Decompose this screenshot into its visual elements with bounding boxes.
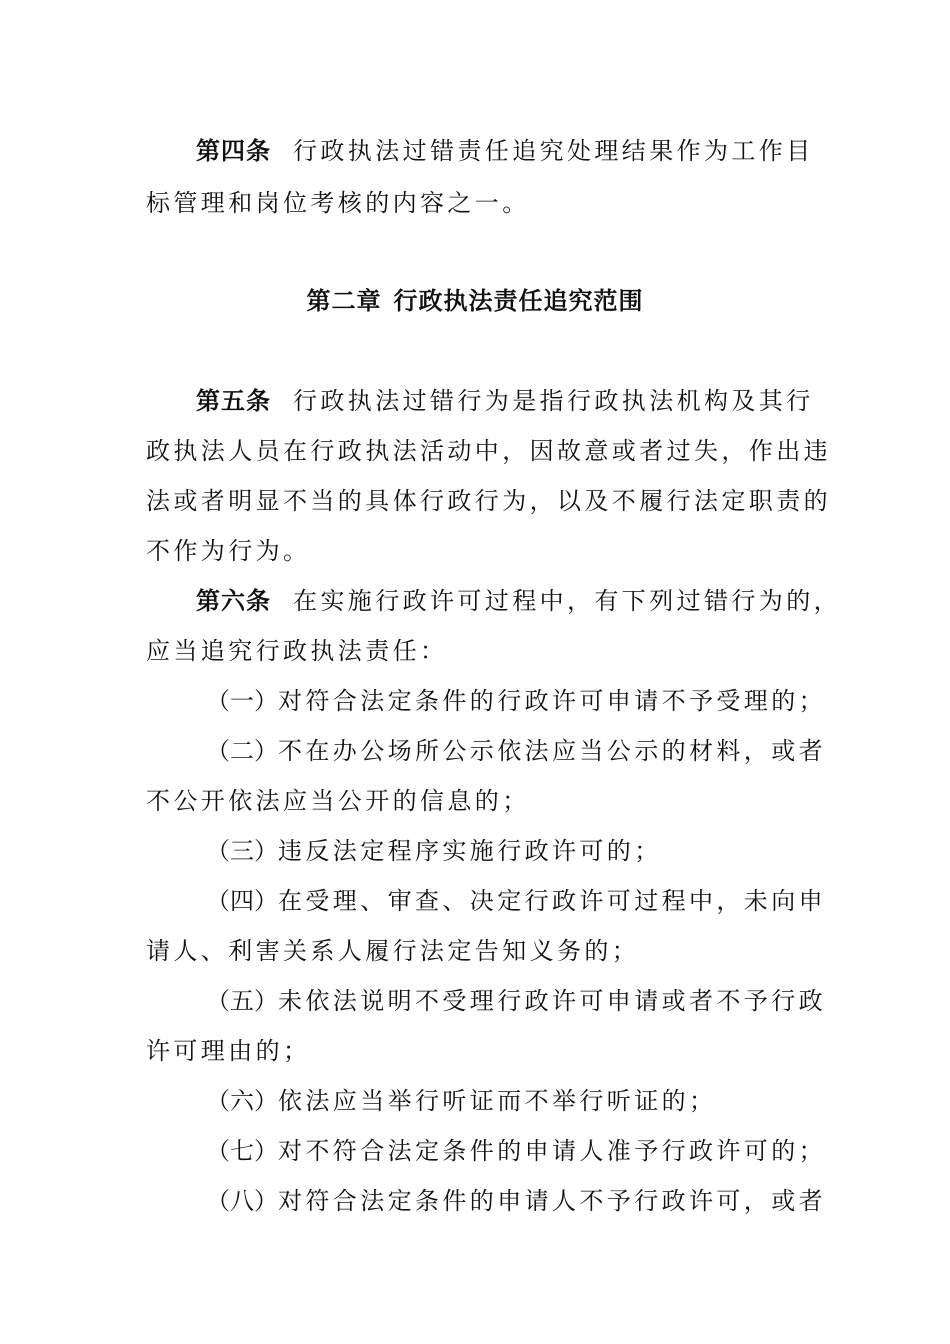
item-text: 对不符合法定条件的申请人准予行政许可的； bbox=[278, 1137, 826, 1165]
item-text: 对符合法定条件的行政许可申请不予受理的； bbox=[278, 687, 826, 715]
item-number: （三） bbox=[206, 837, 278, 865]
list-item bbox=[206, 734, 826, 768]
item-number: （四） bbox=[206, 887, 278, 915]
list-item bbox=[206, 1134, 826, 1168]
article-5-label: 第五条 bbox=[196, 387, 271, 415]
article-5-line-3: 法或者明显不当的具体行政行为，以及不履行法定职责的 bbox=[146, 487, 831, 515]
list-item-continuation: 不公开依法应当公开的信息的； bbox=[146, 787, 530, 815]
list-item-continuation: 许可理由的； bbox=[146, 1037, 311, 1065]
item-number: （一） bbox=[206, 687, 278, 715]
article-6-line-1 bbox=[196, 584, 841, 618]
chapter-number: 第二章 bbox=[306, 287, 382, 315]
item-number: （五） bbox=[206, 987, 278, 1015]
article-5-line-1 bbox=[196, 384, 814, 418]
article-4-label: 第四条 bbox=[196, 137, 271, 165]
list-item-continuation: 请人、利害关系人履行法定告知义务的； bbox=[146, 937, 640, 965]
list-item bbox=[206, 1084, 716, 1118]
list-item bbox=[206, 884, 826, 918]
item-number: （二） bbox=[206, 737, 278, 765]
chapter-heading bbox=[0, 284, 950, 318]
chapter-title: 行政执法责任追究范围 bbox=[393, 287, 644, 315]
article-6-label: 第六条 bbox=[196, 587, 271, 615]
list-item bbox=[206, 834, 662, 868]
article-6-line-2: 应当追究行政执法责任： bbox=[146, 637, 448, 665]
item-text: 依法应当举行听证而不举行听证的； bbox=[278, 1087, 717, 1115]
item-number: （七） bbox=[206, 1137, 278, 1165]
article-5-text: 行政执法过错行为是指行政执法机构及其行 bbox=[293, 387, 814, 415]
article-4-line-2: 标管理和岗位考核的内容之一。 bbox=[146, 189, 530, 217]
item-text: 在受理、审查、决定行政许可过程中，未向申 bbox=[278, 887, 826, 915]
item-number: （六） bbox=[206, 1087, 278, 1115]
item-text: 未依法说明不受理行政许可申请或者不予行政 bbox=[278, 987, 826, 1015]
item-text: 违反法定程序实施行政许可的； bbox=[278, 837, 662, 865]
list-item bbox=[206, 684, 826, 718]
article-4-line-1 bbox=[196, 134, 814, 168]
article-5-line-4: 不作为行为。 bbox=[146, 537, 311, 565]
item-text: 对符合法定条件的申请人不予行政许可，或者 bbox=[278, 1187, 826, 1215]
article-4-text: 行政执法过错责任追究处理结果作为工作目 bbox=[293, 137, 814, 165]
list-item bbox=[206, 984, 826, 1018]
item-text: 不在办公场所公示依法应当公示的材料，或者 bbox=[278, 737, 826, 765]
article-5-line-2: 政执法人员在行政执法活动中，因故意或者过失，作出违 bbox=[146, 437, 831, 465]
article-6-text: 在实施行政许可过程中，有下列过错行为的， bbox=[293, 587, 841, 615]
item-number: （八） bbox=[206, 1187, 278, 1215]
list-item bbox=[206, 1184, 826, 1218]
